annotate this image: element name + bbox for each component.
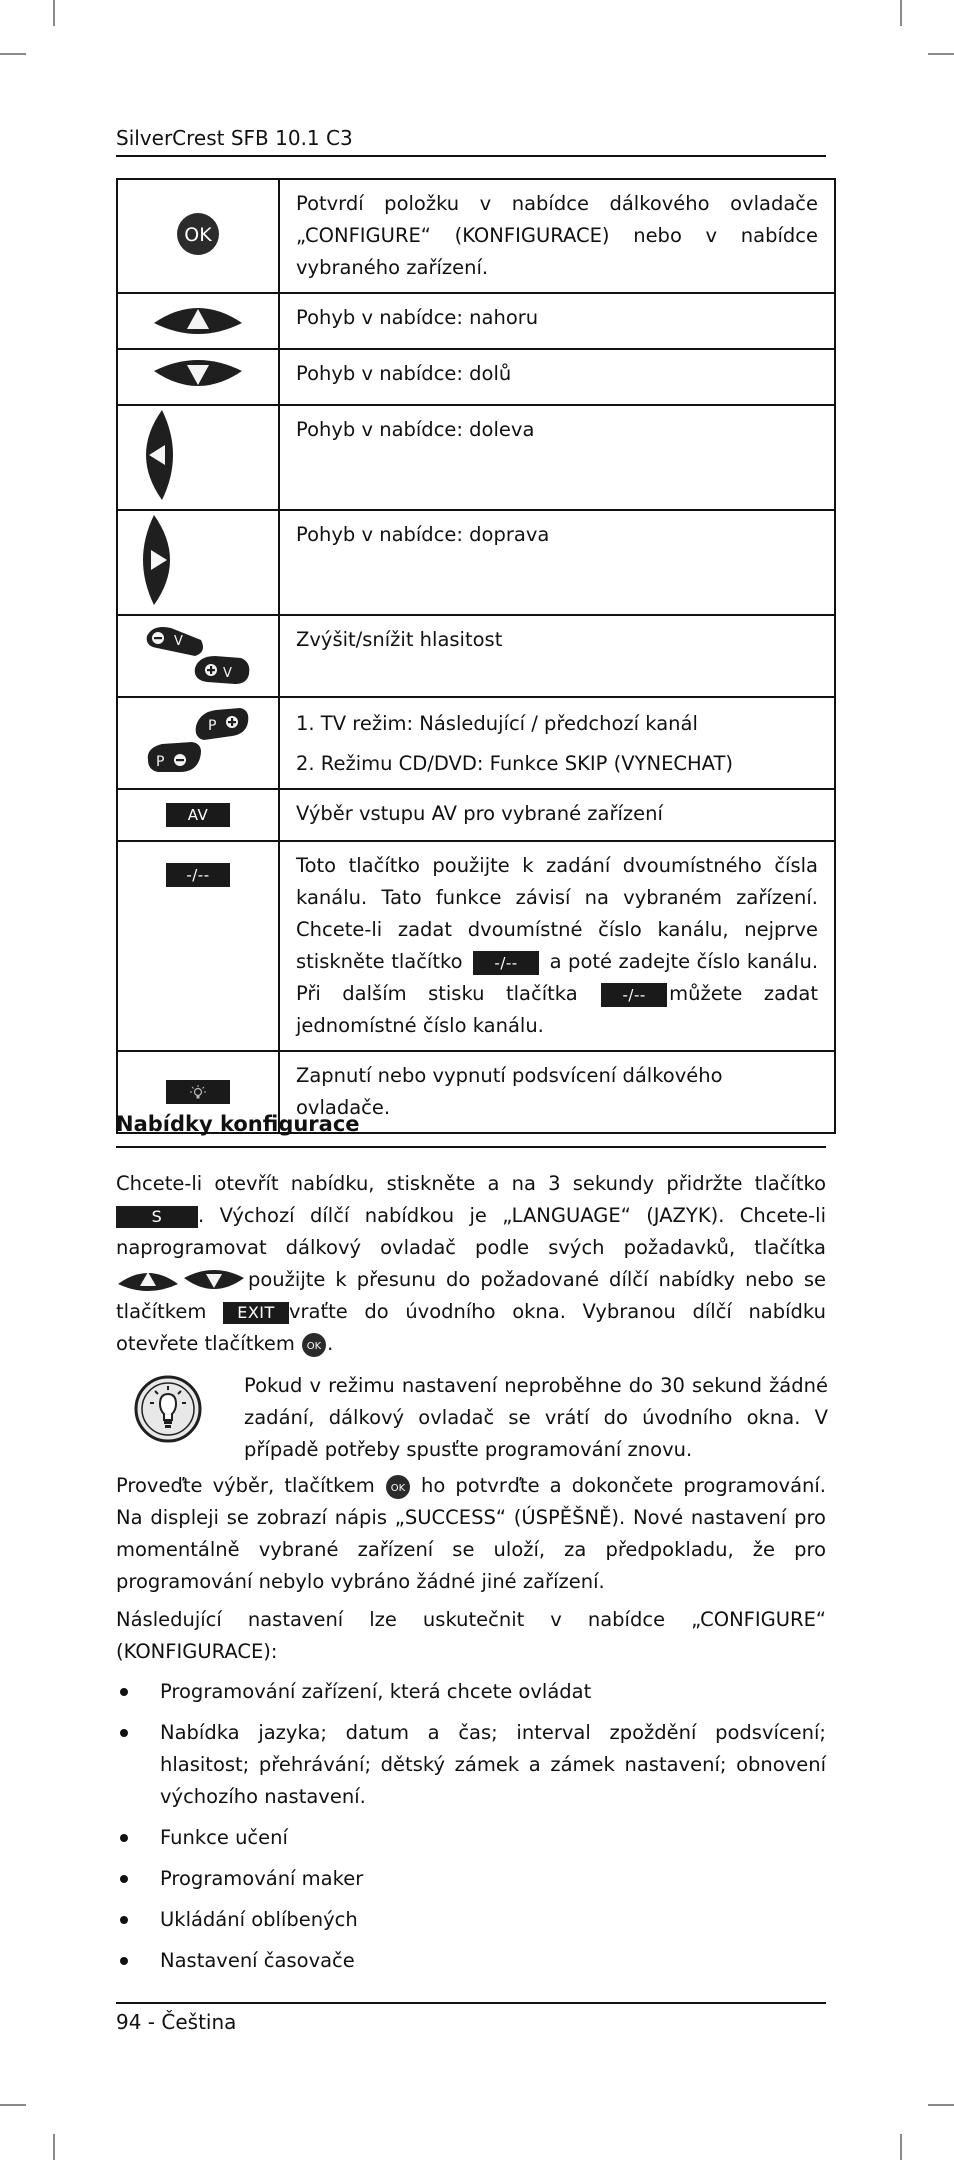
table-cell-text: můžete zadat jednomístné číslo kanálu. [296, 982, 819, 1037]
table-cell-text: Zvýšit/snížit hlasitost [279, 615, 835, 697]
paragraph-text: ho potvrďte a dokončete programování. Na displeji se zobrazí nápis „SUCCESS“ (ÚSPĚŠNĚ). Nové nastavení pro momentálně vybrané zařízení se uloží, za předpokladu, že pro programování nebylo vybráno žádné jiné zařízení. [116, 1474, 827, 1593]
section-title: Nabídky konfigurace [116, 1112, 360, 1136]
page-footer: 94 - Čeština [116, 2010, 237, 2034]
table-cell-text: Pohyb v nabídce: nahoru [279, 293, 835, 349]
program-up-label: P [208, 717, 217, 734]
crop-mark [900, 0, 902, 26]
nav-down-icon [152, 355, 244, 395]
ok-button-icon [301, 1332, 327, 1358]
table-row [117, 179, 835, 293]
table-cell-text: Pohyb v nabídce: dolů [279, 349, 835, 405]
page-header: SilverCrest SFB 10.1 C3 [116, 126, 353, 150]
list-item-text: Programování maker [160, 1867, 364, 1890]
list-item-text: Nastavení časovače [160, 1949, 355, 1972]
bullet-icon [120, 1957, 128, 1965]
program-down-label: P [156, 753, 165, 770]
crop-mark [0, 2104, 26, 2106]
crop-mark [928, 53, 954, 55]
volume-down-label: V [174, 633, 183, 649]
bullet-icon [120, 1916, 128, 1924]
list-item [116, 1904, 826, 1936]
ok-button-icon [175, 211, 221, 257]
paragraph-open-menu [116, 1168, 826, 1360]
table-cell-text: Pohyb v nabídce: doleva [279, 405, 835, 510]
table-cell-text: Výběr vstupu AV pro vybrané zařízení [279, 789, 835, 841]
crop-mark [53, 0, 55, 26]
table-cell-text: Zapnutí nebo vypnutí podsvícení dálkového ovladače. [279, 1051, 835, 1133]
paragraph-confirm [116, 1470, 826, 1598]
digit-toggle-key-icon: -/-- [473, 951, 539, 975]
table-row [117, 405, 835, 510]
program-icon [144, 706, 252, 776]
table-cell-text: 1. TV režim: Následující / předchozí kanál [296, 712, 698, 735]
section-rule [116, 1146, 826, 1148]
table-row [117, 293, 835, 349]
nav-left-icon [138, 408, 178, 502]
backlight-icon [166, 1080, 230, 1104]
ok-label: OK [184, 223, 212, 246]
tip-text: Pokud v režimu nastavení neproběhne do 30 sekund žádné zadání, dálkový ovladač se vrátí do úvodního okna. V případě potřeby spusťte programování znovu. [244, 1374, 828, 1461]
table-cell-text: Pohyb v nabídce: doprava [279, 510, 835, 615]
bullet-icon [120, 1834, 128, 1842]
table-row [117, 789, 835, 841]
paragraph-text: . [327, 1332, 334, 1355]
settings-list [116, 1676, 826, 1986]
bullet-icon [120, 1729, 128, 1737]
paragraph-text: vraťte do úvodního okna. Vybranou dílčí nabídku otevřete tlačítkem [116, 1300, 826, 1355]
ok-label: OK [306, 1340, 322, 1352]
paragraph-text: Proveďte výběr, tlačítkem [116, 1474, 375, 1497]
bulb-glyph-icon [189, 1084, 207, 1102]
list-item-text: Programování zařízení, která chcete ovládat [160, 1680, 592, 1703]
list-item [116, 1717, 826, 1813]
list-item [116, 1676, 826, 1708]
paragraph-text: použijte k přesunu do požadované dílčí nabídky nebo se tlačítkem [116, 1268, 826, 1323]
table-row [117, 615, 835, 697]
table-cell-text: Toto tlačítko použijte k zadání dvoumístného čísla kanálu. Tato funkce závisí na vybraném zařízení. Chcete-li zadat dvoumístné číslo kanálu, nejprve stiskněte tlačítko [296, 854, 818, 973]
av-key-icon: AV [166, 803, 230, 827]
crop-mark [900, 2134, 902, 2160]
nav-right-icon [138, 513, 178, 607]
table-cell-text: Potvrdí položku v nabídce dálkového ovladače „CONFIGURE“ (KONFIGURACE) nebo v nabídce vybraného zařízení. [279, 179, 835, 293]
list-item [116, 1822, 826, 1854]
header-rule [116, 155, 826, 157]
list-item-text: Nabídka jazyka; datum a čas; interval zpoždění podsvícení; hlasitost; přehrávání; dětský zámek a zámek nastavení; obnovení výchozího nastavení. [160, 1721, 826, 1808]
table-row [117, 510, 835, 615]
volume-up-label: V [223, 665, 232, 681]
table-cell-text: 2. Režimu CD/DVD: Funkce SKIP (VYNECHAT) [296, 752, 734, 775]
paragraph-text: Chcete-li otevřít nabídku, stiskněte a na 3 sekundy přidržte tlačítko [116, 1172, 826, 1195]
list-item [116, 1863, 826, 1895]
crop-mark [0, 53, 26, 55]
table-row [117, 841, 835, 1051]
bullet-icon [120, 1875, 128, 1883]
list-item-text: Ukládání oblíbených [160, 1908, 358, 1931]
crop-mark [928, 2104, 954, 2106]
volume-icon [143, 622, 253, 686]
nav-up-icon [152, 299, 244, 339]
s-key-icon: S [116, 1206, 198, 1228]
table-row [117, 349, 835, 405]
digit-toggle-key-icon: -/-- [166, 863, 230, 887]
crop-mark [53, 2134, 55, 2160]
paragraph-settings-intro: Následující nastavení lze uskutečnit v nabídce „CONFIGURE“ (KONFIGURACE): [116, 1608, 826, 1663]
nav-up-down-icon [116, 1266, 248, 1296]
table-cell-text: a poté zadejte číslo kanálu. Při dalším stisku tlačítka [296, 950, 819, 1005]
ok-label: OK [390, 1482, 406, 1494]
lightbulb-tip-icon [133, 1374, 203, 1444]
key-function-table [116, 178, 836, 1134]
paragraph-text: . Výchozí dílčí nabídkou je „LANGUAGE“ (JAZYK). Chcete-li naprogramovat dálkový ovladač podle svých požadavků, tlačítka [116, 1204, 826, 1259]
list-item-text: Funkce učení [160, 1826, 288, 1849]
bullet-icon [120, 1688, 128, 1696]
digit-toggle-key-icon: -/-- [601, 983, 667, 1007]
table-row [117, 697, 835, 789]
footer-rule [116, 2002, 826, 2004]
list-item [116, 1945, 826, 1977]
exit-key-icon: EXIT [223, 1302, 289, 1324]
ok-button-icon [385, 1474, 411, 1500]
